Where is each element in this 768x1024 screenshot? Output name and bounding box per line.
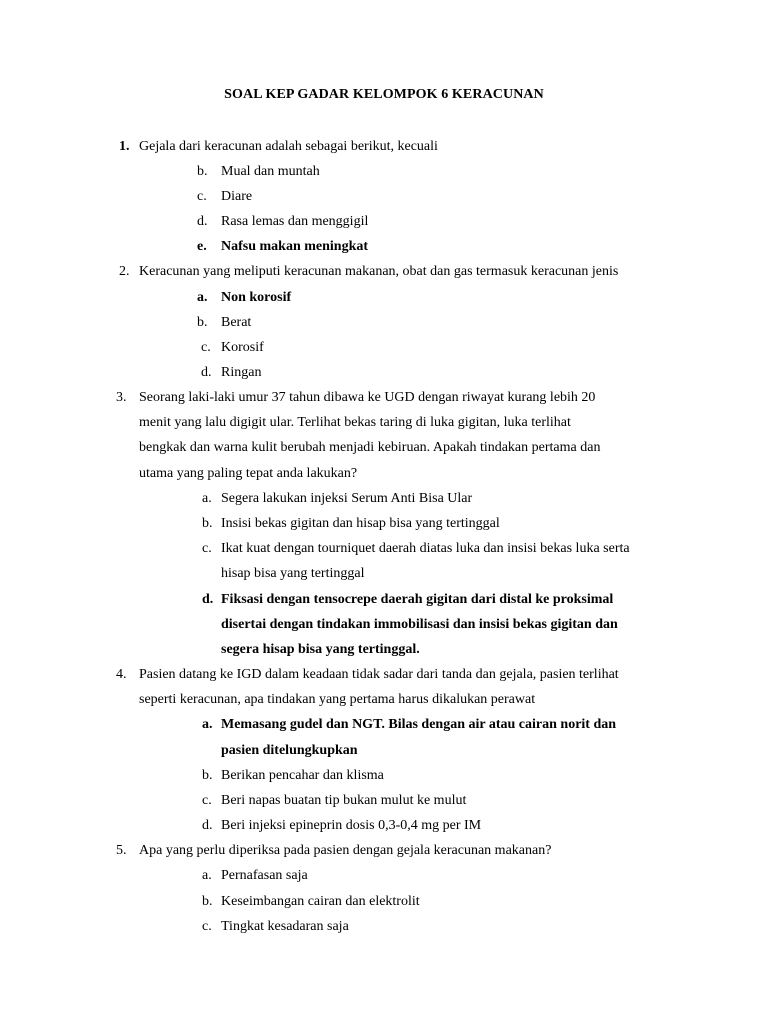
q4-option-a-letter: a. — [202, 717, 213, 732]
q2-option-d-text: Ringan — [221, 365, 262, 380]
q2-option-a-letter: a. — [197, 290, 208, 305]
q2-option-c-letter: c. — [201, 340, 211, 355]
q4-option-c-letter: c. — [202, 793, 212, 808]
q3-option-a-text: Segera lakukan injeksi Serum Anti Bisa Ular — [221, 491, 473, 506]
q3-option-b-letter: b. — [202, 516, 213, 531]
q1-option-d-letter: d. — [197, 214, 208, 229]
q1-option-e-letter: e. — [197, 239, 207, 254]
question-4-text-line-1: Pasien datang ke IGD dalam keadaan tidak sadar dari tanda dan gejala, pasien terlihat — [139, 667, 619, 682]
q2-option-b-text: Berat — [221, 315, 252, 330]
q3-option-c-letter: c. — [202, 541, 212, 556]
document-title: SOAL KEP GADAR KELOMPOK 6 KERACUNAN — [224, 87, 544, 102]
q5-option-b-text: Keseimbangan cairan dan elektrolit — [221, 894, 420, 909]
q4-option-b-text: Berikan pencahar dan klisma — [221, 768, 384, 783]
question-5-text: Apa yang perlu diperiksa pada pasien dengan gejala keracunan makanan? — [139, 843, 552, 858]
q1-option-b-letter: b. — [197, 164, 208, 179]
q3-option-a-letter: a. — [202, 491, 212, 506]
q3-option-b-text: Insisi bekas gigitan dan hisap bisa yang tertinggal — [221, 516, 500, 531]
q3-option-c-text-line-1: Ikat kuat dengan tourniquet daerah diatas luka dan insisi bekas luka serta — [221, 541, 630, 556]
question-5-number: 5. — [116, 843, 127, 858]
q2-option-a-text: Non korosif — [221, 290, 292, 305]
q4-option-a-text-line-1: Memasang gudel dan NGT. Bilas dengan air atau cairan norit dan — [221, 717, 617, 732]
q5-option-a-letter: a. — [202, 868, 212, 883]
q1-option-c-text: Diare — [221, 189, 253, 204]
q5-option-a-text: Pernafasan saja — [221, 868, 308, 883]
q4-option-a-text-line-2: pasien ditelungkupkan — [221, 743, 358, 758]
question-4-number: 4. — [116, 667, 127, 682]
question-2-number: 2. — [119, 264, 130, 279]
question-1-number: 1. — [119, 139, 130, 154]
q1-option-d-text: Rasa lemas dan menggigil — [221, 214, 369, 229]
q3-option-d-text-line-2: disertai dengan tindakan immobilisasi dan insisi bekas gigitan dan — [221, 617, 618, 632]
question-4-text-line-2: seperti keracunan, apa tindakan yang pertama harus dikalukan perawat — [139, 692, 536, 707]
q1-option-e-text: Nafsu makan meningkat — [221, 239, 369, 254]
q5-option-c-text: Tingkat kesadaran saja — [221, 919, 349, 934]
question-1-text: Gejala dari keracunan adalah sebagai berikut, kecuali — [139, 139, 438, 154]
q4-option-d-text: Beri injeksi epineprin dosis 0,3-0,4 mg per IM — [221, 818, 482, 833]
q2-option-c-text: Korosif — [221, 340, 264, 355]
q3-option-d-letter: d. — [202, 592, 214, 607]
q4-option-b-letter: b. — [202, 768, 213, 783]
q2-option-d-letter: d. — [201, 365, 212, 380]
question-3-text-line-1: Seorang laki-laki umur 37 tahun dibawa ke UGD dengan riwayat kurang lebih 20 — [139, 390, 596, 405]
question-3-number: 3. — [116, 390, 127, 405]
question-3-text-line-4: utama yang paling tepat anda lakukan? — [139, 466, 358, 481]
q4-option-c-text: Beri napas buatan tip bukan mulut ke mulut — [221, 793, 467, 808]
q3-option-d-text-line-1: Fiksasi dengan tensocrepe daerah gigitan dari distal ke proksimal — [221, 592, 614, 607]
q1-option-c-letter: c. — [197, 189, 207, 204]
q3-option-c-text-line-2: hisap bisa yang tertinggal — [221, 566, 365, 581]
q5-option-c-letter: c. — [202, 919, 212, 934]
question-2-text: Keracunan yang meliputi keracunan makanan, obat dan gas termasuk keracunan jenis — [139, 264, 619, 279]
q1-option-b-text: Mual dan muntah — [221, 164, 320, 179]
q5-option-b-letter: b. — [202, 894, 213, 909]
question-3-text-line-2: menit yang lalu digigit ular. Terlihat bekas taring di luka gigitan, luka terlihat — [139, 415, 571, 430]
q4-option-d-letter: d. — [202, 818, 213, 833]
question-3-text-line-3: bengkak dan warna kulit berubah menjadi kebiruan. Apakah tindakan pertama dan — [139, 440, 601, 455]
q3-option-d-text-line-3: segera hisap bisa yang tertinggal. — [221, 642, 420, 657]
q2-option-b-letter: b. — [197, 315, 208, 330]
